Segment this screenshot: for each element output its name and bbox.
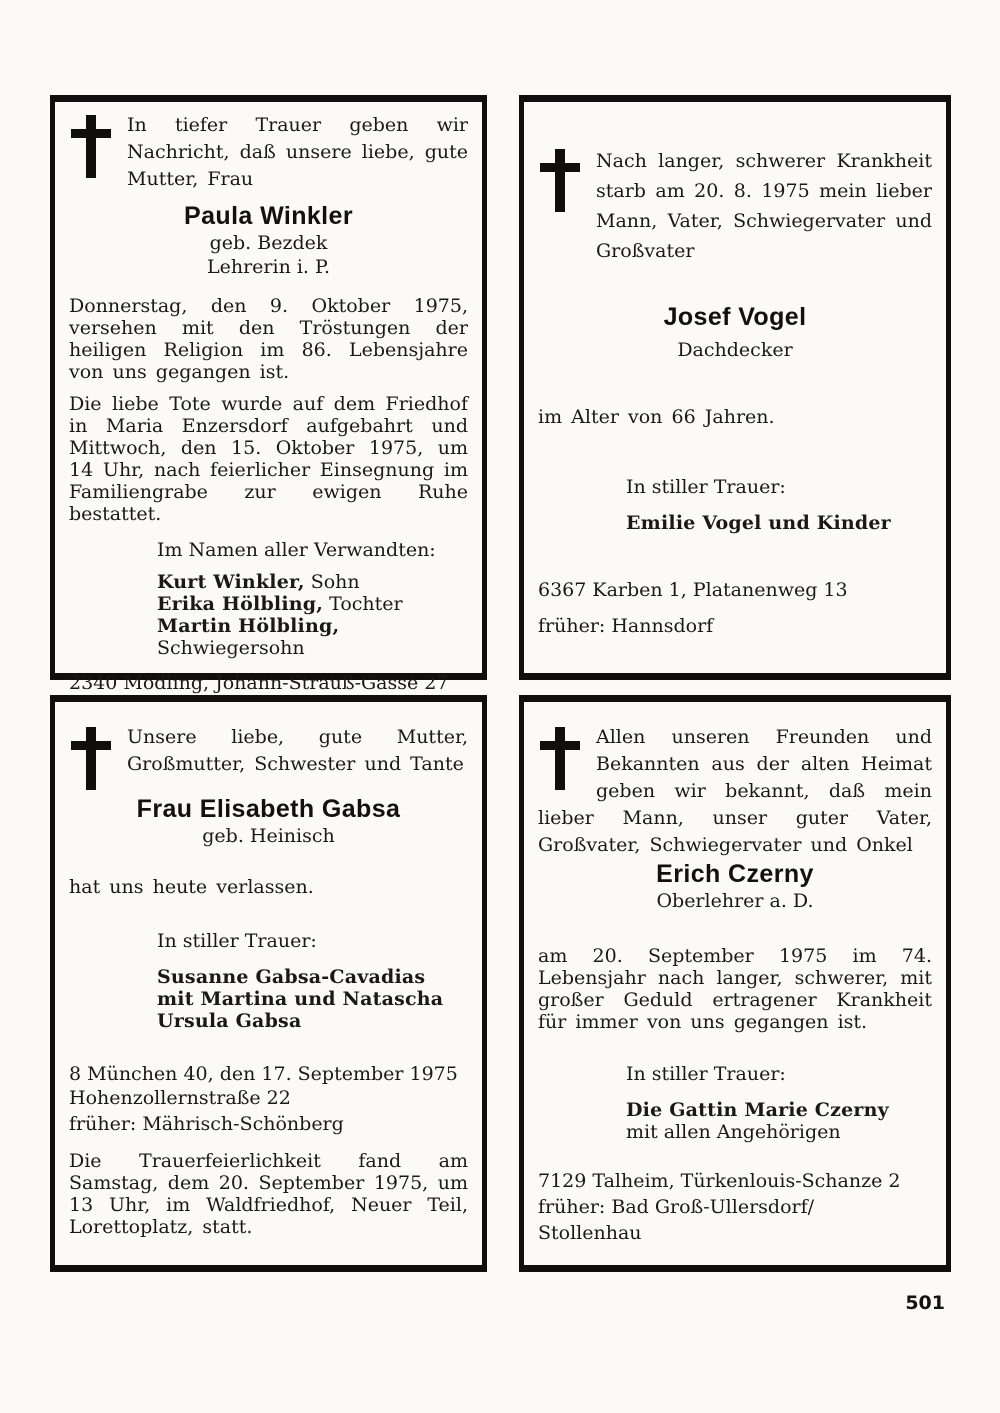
- closing-line: In stiller Trauer:: [626, 476, 786, 498]
- mourners-list: [157, 571, 468, 659]
- mourner-line: [157, 571, 468, 593]
- mourner-line: [157, 988, 468, 1010]
- notice-paragraph: am 20. September 1975 im 74. Lebensjahr nach langer, schwerer, mit großer Geduld ertragener Krankheit für immer von uns gegangen ist.: [538, 945, 932, 1033]
- address-block: [538, 1169, 932, 1245]
- deceased-name: Erich Czerny: [656, 860, 814, 888]
- mourner-name: Die Gattin Marie Czerny: [626, 1099, 889, 1121]
- maiden-name: geb. Bezdek: [209, 232, 328, 254]
- address-block: [69, 671, 468, 695]
- profession: Dachdecker: [677, 339, 793, 361]
- notice-intro: [538, 146, 932, 266]
- obituary-notice-paula-winkler: [50, 95, 487, 694]
- mourner-name: Emilie Vogel und Kinder: [626, 512, 891, 534]
- notice-paragraph: Die Trauerfeierlichkeit fand am Samstag, dem 20. September 1975, um 13 Uhr, im Waldfriedhof, Neuer Teil, Lorettoplatz, statt.: [69, 1150, 468, 1238]
- notice-paragraph: Donnerstag, den 9. Oktober 1975, versehen mit den Tröstungen der heiligen Religion im 86. Lebensjahre von uns gegangen ist.: [69, 295, 468, 383]
- latin-cross-icon: [540, 149, 580, 261]
- deceased-name: Paula Winkler: [184, 202, 353, 230]
- mourners-list: [157, 966, 468, 1032]
- notice-intro: [538, 724, 932, 859]
- intro-text: Unsere liebe, gute Mutter, Großmutter, Schwester und Tante: [127, 726, 468, 775]
- deceased-name: Frau Elisabeth Gabsa: [136, 795, 401, 823]
- notice-intro: [69, 724, 468, 778]
- maiden-name: geb. Heinisch: [202, 825, 335, 847]
- address-block: [69, 1062, 468, 1136]
- latin-cross-icon: [71, 115, 111, 178]
- obituary-notice-josef-vogel: [519, 95, 951, 680]
- former-residence-line: früher: Bad Groß-Ullersdorf/: [538, 1196, 815, 1218]
- mourner-line: [157, 593, 468, 615]
- mourner-name: Kurt Winkler,: [157, 571, 305, 593]
- closing-line: Im Namen aller Verwandten:: [157, 539, 436, 561]
- mourner-name: Susanne Gabsa-Cavadias: [157, 966, 426, 988]
- mourner-name: Martin Hölbling,: [157, 615, 340, 637]
- intro-text: Allen unseren Freunden und Bekannten aus der alten Heimat geben wir bekannt, daß mein lieber Mann, unser guter Vater, Großvater, Schwiegervater und Onkel: [538, 726, 932, 856]
- intro-text: In tiefer Trauer geben wir Nachricht, daß unsere liebe, gute Mutter, Frau: [127, 114, 468, 190]
- former-residence-line: Stollenhau: [538, 1222, 642, 1244]
- mourner-line: [626, 1121, 932, 1143]
- mourners-list: [626, 1099, 932, 1143]
- address-line: Hohenzollernstraße 22: [69, 1087, 291, 1109]
- notice-intro: [69, 112, 468, 193]
- mourner-name: Ursula Gabsa: [157, 1010, 302, 1032]
- mourner-name: mit Martina und Natascha: [157, 988, 444, 1010]
- mourners-block: [157, 930, 468, 1032]
- mourner-role: mit allen Angehörigen: [626, 1121, 841, 1143]
- notice-paragraph: im Alter von 66 Jahren.: [538, 406, 775, 428]
- mourners-block: [626, 1063, 932, 1143]
- page-number: 501: [905, 1292, 945, 1314]
- mourner-line: [626, 1099, 932, 1121]
- mourner-line: [157, 615, 468, 637]
- mourner-role: Schwiegersohn: [157, 637, 305, 659]
- mourner-role: Tochter: [329, 593, 403, 615]
- latin-cross-icon: [71, 727, 111, 790]
- address-line: 8 München 40, den 17. September 1975: [69, 1063, 458, 1085]
- mourners-block: [626, 476, 932, 534]
- deceased-name: Josef Vogel: [663, 303, 807, 331]
- obituary-notice-erich-czerny: [519, 695, 951, 1272]
- mourner-line: [157, 637, 468, 659]
- address-line: 2340 Mödling, Johann-Strauß-Gasse 27: [69, 672, 449, 694]
- closing-line: In stiller Trauer:: [157, 930, 317, 952]
- mourner-line: [157, 1010, 468, 1032]
- address-line: 7129 Talheim, Türkenlouis-Schanze 2: [538, 1170, 901, 1192]
- address-block: [538, 578, 932, 638]
- mourner-line: [157, 966, 468, 988]
- notice-paragraph: hat uns heute verlassen.: [69, 876, 314, 898]
- profession: Lehrerin i. P.: [207, 256, 330, 278]
- latin-cross-icon: [540, 727, 580, 793]
- obituary-notice-elisabeth-gabsa: [50, 695, 487, 1272]
- mourner-line: [626, 512, 932, 534]
- closing-line: In stiller Trauer:: [626, 1063, 786, 1085]
- mourners-block: [157, 539, 468, 659]
- address-line: 6367 Karben 1, Platanenweg 13: [538, 579, 848, 601]
- intro-text: Nach langer, schwerer Krankheit starb am 20. 8. 1975 mein lieber Mann, Vater, Schwiegervater und Großvater: [596, 150, 932, 262]
- former-residence-line: früher: Hannsdorf: [538, 615, 714, 637]
- profession: Oberlehrer a. D.: [656, 890, 814, 912]
- notice-paragraph: Die liebe Tote wurde auf dem Friedhof in Maria Enzersdorf aufgebahrt und Mittwoch, den 15. Oktober 1975, um 14 Uhr, nach feierlicher Einsegnung im Familiengrabe zur ewigen Ruhe bestattet.: [69, 393, 468, 525]
- former-residence-line: früher: Mährisch-Schönberg: [69, 1113, 344, 1135]
- mourner-name: Erika Hölbling,: [157, 593, 324, 615]
- mourners-list: [626, 512, 932, 534]
- mourner-role: Sohn: [310, 571, 360, 593]
